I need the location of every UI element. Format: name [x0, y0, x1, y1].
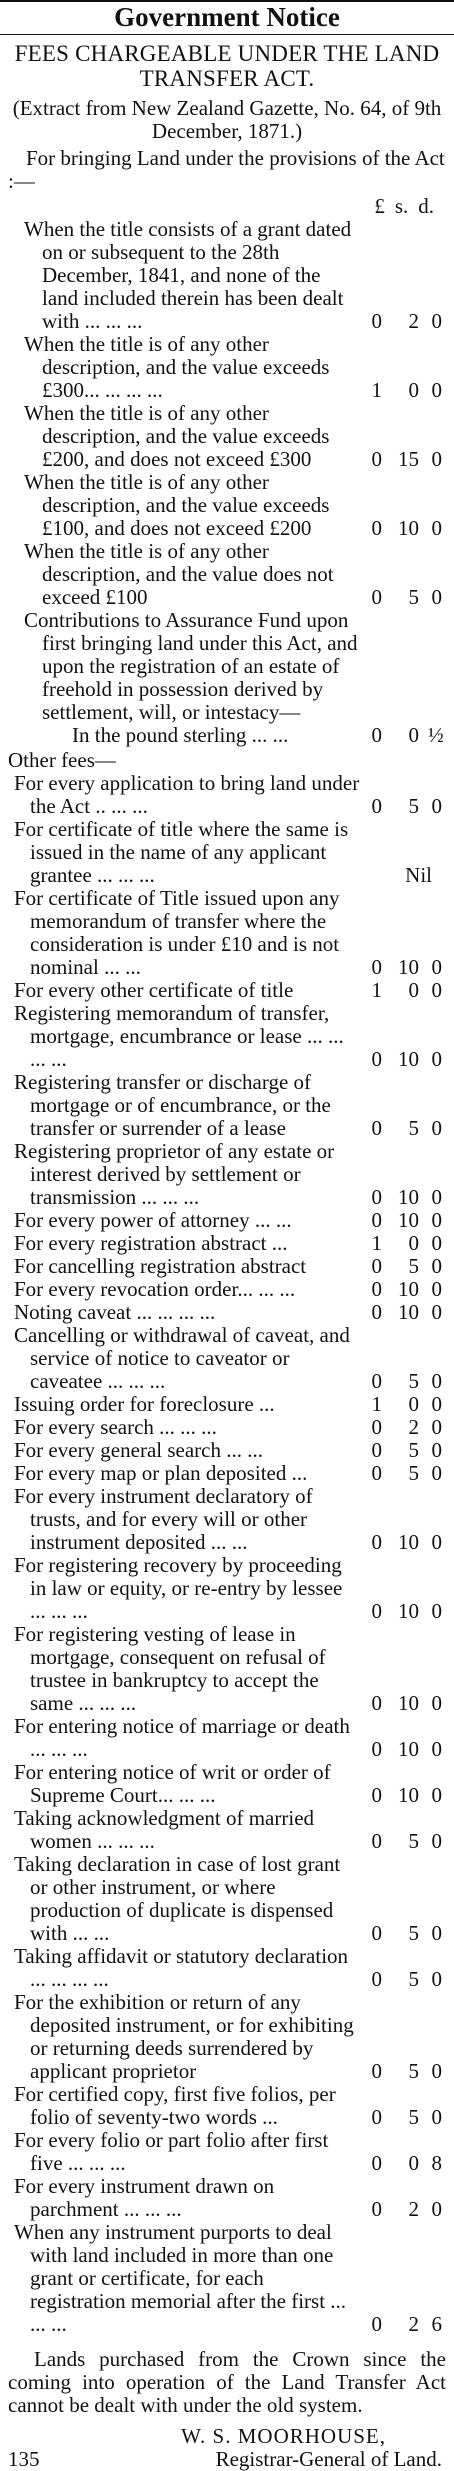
notice-number: 135 — [8, 2447, 40, 2471]
fee-description: Registering proprietor of any estate or interest derived by settlement or transmission ... ... ... — [14, 1139, 335, 1209]
fee-pence: 0 — [431, 1530, 442, 1554]
fee-pounds: 0 — [371, 2197, 382, 2221]
pound-header: £ — [374, 194, 385, 218]
fee-description: For entering notice of marriage or death ... ... ... — [14, 1714, 350, 1761]
fee-amount — [360, 724, 446, 747]
fee-pence: 0 — [431, 516, 442, 540]
fee-amount — [360, 1393, 446, 1416]
fee-pence: 6 — [431, 2312, 442, 2336]
fee-amount — [360, 1186, 446, 1209]
fee-pence: 0 — [431, 1277, 442, 1301]
fee-row — [8, 772, 446, 818]
fee-description: Cancelling or withdrawal of caveat, and service of notice to caveator or caveatee ... ... ... — [14, 1323, 350, 1393]
fee-description: For every revocation order... ... ... — [14, 1277, 296, 1301]
fee-pounds: 0 — [371, 1530, 382, 1554]
fee-pounds: 0 — [371, 516, 382, 540]
fee-pence: 0 — [431, 2197, 442, 2221]
notice-title: FEES CHARGEABLE UNDER THE LAND TRANSFER ACT. — [14, 41, 440, 91]
fee-row — [8, 887, 446, 979]
fee-shillings: 2 — [408, 2312, 419, 2336]
fee-description: Registering memorandum of transfer, mortgage, encumbrance or lease ... ... ... ... — [14, 1001, 344, 1071]
fee-shillings: 10 — [398, 516, 419, 540]
page-header: Government Notice — [114, 2, 340, 32]
fee-amount — [360, 379, 446, 402]
fee-amount — [360, 1232, 446, 1255]
fee-description: For every instrument declaratory of trusts, and for every will or other instrument deposited ... ... — [14, 1484, 313, 1554]
fee-description: For every map or plan deposited ... — [14, 1461, 308, 1485]
fee-amount — [360, 310, 446, 333]
signatory-name: W. S. MOORHOUSE, — [181, 2424, 386, 2448]
fee-row — [8, 333, 446, 402]
fee-amount — [360, 1738, 446, 1761]
fee-row — [8, 2175, 446, 2221]
fee-description: When the title is of any other description, and the value exceeds £100, and does not exceed £200 — [24, 470, 330, 540]
fee-pence: 0 — [431, 1185, 442, 1209]
fee-pounds: 0 — [371, 585, 382, 609]
fee-shillings: 0 — [408, 723, 419, 747]
fee-description: For certificate of Title issued upon any memorandum of transfer where the consideration is under £10 and is not nominal ... ... — [14, 886, 340, 979]
other-fees-label: Other fees— — [8, 748, 116, 772]
fee-pounds: 0 — [371, 1415, 382, 1439]
fee-pence: 0 — [431, 1599, 442, 1623]
fee-pounds: 1 — [371, 1392, 382, 1416]
fee-pence: 0 — [431, 1967, 442, 1991]
fee-pounds: 0 — [371, 1185, 382, 1209]
fees-bringing-land — [8, 218, 446, 747]
fee-description: For registering vesting of lease in mortgage, consequent on refusal of trustee in bankruptcy to accept the same ... ... ... — [14, 1622, 326, 1715]
fee-description: For every other certificate of title — [14, 978, 294, 1002]
fee-pounds: 0 — [371, 955, 382, 979]
fee-pence: 0 — [431, 1116, 442, 1140]
fee-amount — [360, 2152, 446, 2175]
fee-description: For every power of attorney ... ... — [14, 1208, 292, 1232]
fee-pounds: 0 — [371, 1461, 382, 1485]
footnote: Lands purchased from the Crown since the coming into operation of the Land Transfer Act cannot be dealt with under the old system. — [8, 2347, 446, 2417]
fee-pounds: 0 — [371, 2105, 382, 2129]
fee-pounds: 1 — [371, 1231, 382, 1255]
pence-header: d. — [418, 194, 434, 218]
fee-shillings: 0 — [408, 1231, 419, 1255]
fee-row — [8, 1485, 446, 1554]
fee-amount — [360, 2060, 446, 2083]
fee-shillings: 10 — [398, 1783, 419, 1807]
fee-nil: Nil — [405, 863, 432, 887]
fee-pence: 0 — [431, 978, 442, 1002]
fee-amount — [360, 1255, 446, 1278]
fee-pounds: 0 — [371, 1277, 382, 1301]
fee-pounds: 0 — [371, 1116, 382, 1140]
fee-description: When the title is of any other description, and the value exceeds £300... ... ... ... — [24, 332, 330, 402]
fee-description: When any instrument purports to deal with land included in more than one grant or certificate, for each registration memorial after the first ... ... ... — [14, 2220, 347, 2336]
fee-pence: 0 — [431, 585, 442, 609]
fee-pounds: 0 — [371, 1967, 382, 1991]
fee-pence: 0 — [431, 1300, 442, 1324]
fee-row — [8, 1462, 446, 1485]
fee-description: For the exhibition or return of any deposited instrument, or for exhibiting or returning deeds surrendered by applicant proprietor — [14, 1990, 354, 2083]
fee-pounds: 0 — [371, 2151, 382, 2175]
fee-amount — [360, 448, 446, 471]
fee-pence: 0 — [431, 1415, 442, 1439]
fee-pence: 0 — [431, 1461, 442, 1485]
fee-row — [8, 1554, 446, 1623]
notice-subtitle: (Extract from New Zealand Gazette, No. 64, of 9th December, 1871.) — [12, 96, 442, 143]
fee-amount — [360, 1784, 446, 1807]
fee-pence: 0 — [431, 1438, 442, 1462]
fee-shillings: 10 — [398, 1300, 419, 1324]
fee-description: Noting caveat ... ... ... ... — [14, 1300, 216, 1324]
fee-description: For cancelling registration abstract — [14, 1254, 307, 1278]
signatory-title: Registrar-General of Land. — [215, 2447, 442, 2471]
fee-pence: ½ — [428, 723, 444, 747]
fee-amount — [360, 1600, 446, 1623]
fee-shillings: 0 — [408, 378, 419, 402]
fee-pence: 0 — [431, 1231, 442, 1255]
fee-pence: 0 — [431, 955, 442, 979]
fee-shillings: 5 — [408, 2105, 419, 2129]
fee-shillings: 10 — [398, 1208, 419, 1232]
fee-pence: 0 — [431, 794, 442, 818]
fee-pounds: 0 — [371, 794, 382, 818]
fee-shillings: 5 — [408, 1461, 419, 1485]
fee-row — [8, 2129, 446, 2175]
fee-shillings: 2 — [408, 309, 419, 333]
fee-description: For certificate of title where the same is issued in the name of any applicant grantee ... ... ... — [14, 817, 349, 887]
fee-description: For registering recovery by proceeding in law or equity, or re-entry by lessee ... ... ... — [14, 1553, 343, 1623]
fee-pounds: 0 — [371, 447, 382, 471]
fee-row — [8, 979, 446, 1002]
fee-shillings: 0 — [408, 1392, 419, 1416]
fee-row — [8, 402, 446, 471]
fee-amount — [360, 1531, 446, 1554]
fee-row — [8, 1232, 446, 1255]
fee-description: Registering transfer or discharge of mortgage or of encumbrance, or the transfer or surrender of a lease — [14, 1070, 331, 1140]
fee-shillings: 5 — [408, 1967, 419, 1991]
fee-pence: 0 — [431, 1254, 442, 1278]
fee-row — [8, 1715, 446, 1761]
fee-shillings: 5 — [408, 1829, 419, 1853]
fee-row — [8, 1071, 446, 1140]
fee-row — [8, 1324, 446, 1393]
fee-description: For every general search ... ... — [14, 1438, 263, 1462]
fee-pence: 0 — [431, 1369, 442, 1393]
fee-shillings: 10 — [398, 1185, 419, 1209]
fee-shillings: 5 — [408, 1369, 419, 1393]
fee-shillings: 5 — [408, 1438, 419, 1462]
fee-shillings: 10 — [398, 1047, 419, 1071]
fee-pounds: 0 — [371, 2312, 382, 2336]
fee-row — [8, 2083, 446, 2129]
fee-shillings: 5 — [408, 1254, 419, 1278]
fee-amount — [360, 1968, 446, 1991]
fee-amount — [360, 1117, 446, 1140]
fee-amount — [360, 586, 446, 609]
fee-row — [8, 1002, 446, 1071]
fee-row — [8, 1945, 446, 1991]
fee-pence: 0 — [431, 447, 442, 471]
fee-shillings: 10 — [398, 1599, 419, 1623]
fee-amount — [360, 1048, 446, 1071]
fee-row — [8, 1278, 446, 1301]
fee-description: For every folio or part folio after first five ... ... ... — [14, 2128, 329, 2175]
fee-shillings: 0 — [408, 978, 419, 1002]
fee-shillings: 5 — [408, 1116, 419, 1140]
fee-pence: 0 — [431, 1392, 442, 1416]
fee-description: Taking declaration in case of lost grant or other instrument, or where production of duplicate is dispensed with ... ... — [14, 1852, 341, 1945]
fee-shillings: 10 — [398, 955, 419, 979]
fee-shillings: 2 — [408, 1415, 419, 1439]
signature-block — [8, 2425, 446, 2471]
fee-shillings: 10 — [398, 1530, 419, 1554]
fee-pence: 0 — [431, 1047, 442, 1071]
fee-row — [8, 218, 446, 333]
fee-shillings: 5 — [408, 585, 419, 609]
fee-amount — [360, 1830, 446, 1853]
fee-row — [8, 1991, 446, 2083]
fee-row — [8, 1853, 446, 1945]
fee-amount — [360, 1692, 446, 1715]
fee-row — [8, 1393, 446, 1416]
fee-pence: 0 — [431, 2059, 442, 2083]
fee-description: For entering notice of writ or order of Supreme Court... ... ... — [14, 1760, 331, 1807]
fee-pence: 0 — [431, 378, 442, 402]
fee-description: Taking affidavit or statutory declaration ... ... ... ... — [14, 1944, 349, 1991]
fee-shillings: 5 — [408, 2059, 419, 2083]
fee-amount — [360, 864, 446, 887]
fee-pounds: 0 — [371, 1369, 382, 1393]
fee-amount — [360, 2313, 446, 2336]
fee-pounds: 0 — [371, 1921, 382, 1945]
fee-shillings: 2 — [408, 2197, 419, 2221]
fee-row — [8, 724, 446, 747]
fee-row — [8, 1439, 446, 1462]
fee-pounds: 0 — [371, 1254, 382, 1278]
fee-description: When the title is of any other description, and the value exceeds £200, and does not exceed £300 — [24, 401, 330, 471]
fee-row — [8, 471, 446, 540]
fee-amount — [360, 1370, 446, 1393]
fee-shillings: 15 — [398, 447, 419, 471]
fee-description: For every registration abstract ... — [14, 1231, 288, 1255]
fee-row — [8, 1761, 446, 1807]
fee-row — [8, 1209, 446, 1232]
fee-shillings: 10 — [398, 1277, 419, 1301]
fee-pence: 0 — [431, 309, 442, 333]
fee-amount — [360, 1439, 446, 1462]
fee-description: For every instrument drawn on parchment ... ... ... — [14, 2174, 275, 2221]
fee-amount — [360, 956, 446, 979]
fee-amount — [360, 1301, 446, 1324]
fee-pence: 0 — [431, 2105, 442, 2129]
currency-headers — [8, 195, 446, 218]
fee-pounds: 0 — [371, 1047, 382, 1071]
fee-shillings: 5 — [408, 794, 419, 818]
fee-description: Contributions to Assurance Fund upon first bringing land under this Act, and upon the registration of an estate of freehold in possession derived by settlement, will, or intestacy— — [24, 608, 358, 724]
fee-description: For every search ... ... ... — [14, 1415, 217, 1439]
fee-pounds: 0 — [371, 1783, 382, 1807]
fee-pounds: 0 — [371, 1691, 382, 1715]
fee-description: When the title is of any other description, and the value does not exceed £100 — [24, 539, 334, 609]
fee-pence: 0 — [431, 1691, 442, 1715]
shilling-header: s. — [394, 194, 409, 218]
fee-pence: 0 — [431, 1783, 442, 1807]
fee-pence: 0 — [431, 1208, 442, 1232]
fee-row — [8, 1301, 446, 1324]
fee-shillings: 10 — [398, 1691, 419, 1715]
fee-description: In the pound sterling ... ... — [72, 723, 289, 747]
signature-row — [8, 2448, 446, 2471]
fee-pounds: 1 — [371, 378, 382, 402]
fee-amount — [360, 1209, 446, 1232]
fee-description: When the title consists of a grant dated on or subsequent to the 28th December, 1841, and none of the land included therein has been dealt with ... ... ... — [24, 217, 352, 333]
fee-amount — [360, 1462, 446, 1485]
fee-pounds: 0 — [371, 1438, 382, 1462]
fee-row — [8, 1140, 446, 1209]
fee-pounds: 0 — [371, 1599, 382, 1623]
fee-row — [8, 1623, 446, 1715]
fee-row — [8, 609, 446, 724]
fee-shillings: 5 — [408, 1921, 419, 1945]
fee-pence: 0 — [431, 1737, 442, 1761]
fee-amount — [360, 1278, 446, 1301]
fee-pounds: 0 — [371, 723, 382, 747]
fee-amount — [360, 517, 446, 540]
fee-description: Issuing order for foreclosure ... — [14, 1392, 275, 1416]
fee-pounds: 0 — [371, 2059, 382, 2083]
fee-description: Taking acknowledgment of married women ... ... ... — [14, 1806, 315, 1853]
fee-pounds: 0 — [371, 1208, 382, 1232]
fee-pence: 8 — [431, 2151, 442, 2175]
fee-pence: 0 — [431, 1829, 442, 1853]
fee-shillings: 0 — [408, 2151, 419, 2175]
fee-row — [8, 1416, 446, 1439]
fee-row — [8, 1807, 446, 1853]
fee-description: For certified copy, first five folios, per folio of seventy-two words ... — [14, 2082, 336, 2129]
fee-amount — [360, 1922, 446, 1945]
fee-row — [8, 818, 446, 887]
fee-row — [8, 540, 446, 609]
intro-text: For bringing Land under the provisions of the Act :— — [8, 146, 445, 193]
header-rule — [0, 34, 454, 35]
fee-row — [8, 1255, 446, 1278]
fee-pence: 0 — [431, 1921, 442, 1945]
fee-amount — [360, 795, 446, 818]
fee-pounds: 0 — [371, 1737, 382, 1761]
fee-shillings: 10 — [398, 1737, 419, 1761]
fee-amount — [360, 979, 446, 1002]
fees-other — [8, 772, 446, 2336]
fee-pounds: 0 — [371, 1829, 382, 1853]
fee-pounds: 1 — [371, 978, 382, 1002]
fee-amount — [360, 1416, 446, 1439]
fee-amount — [360, 2198, 446, 2221]
fee-pounds: 0 — [371, 1300, 382, 1324]
fee-row — [8, 2221, 446, 2336]
fee-description: For every application to bring land under the Act .. ... ... — [14, 771, 360, 818]
fee-pounds: 0 — [371, 309, 382, 333]
fee-amount — [360, 2106, 446, 2129]
